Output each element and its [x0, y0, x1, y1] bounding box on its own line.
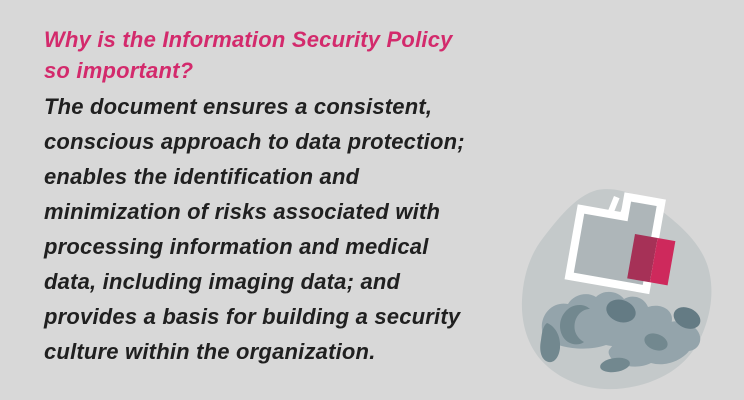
body-line: The document ensures a consistent, [44, 94, 433, 119]
body-line: culture within the organization. [44, 339, 376, 364]
page-title [44, 24, 534, 86]
body-line: conscious approach to data protection; [44, 129, 465, 154]
heading-line: so important? [44, 58, 194, 83]
accent-square [627, 234, 675, 285]
hand-document-illustration [511, 168, 744, 400]
body-line: data, including imaging data; and [44, 269, 401, 294]
text-block [44, 24, 534, 369]
body-line: minimization of risks associated with [44, 199, 441, 224]
heading-line: Why is the Information Security Policy [44, 27, 453, 52]
body-text [44, 89, 534, 369]
body-line: provides a basis for building a security [44, 304, 461, 329]
body-line: enables the identification and [44, 164, 360, 189]
body-line: processing information and medical [44, 234, 429, 259]
